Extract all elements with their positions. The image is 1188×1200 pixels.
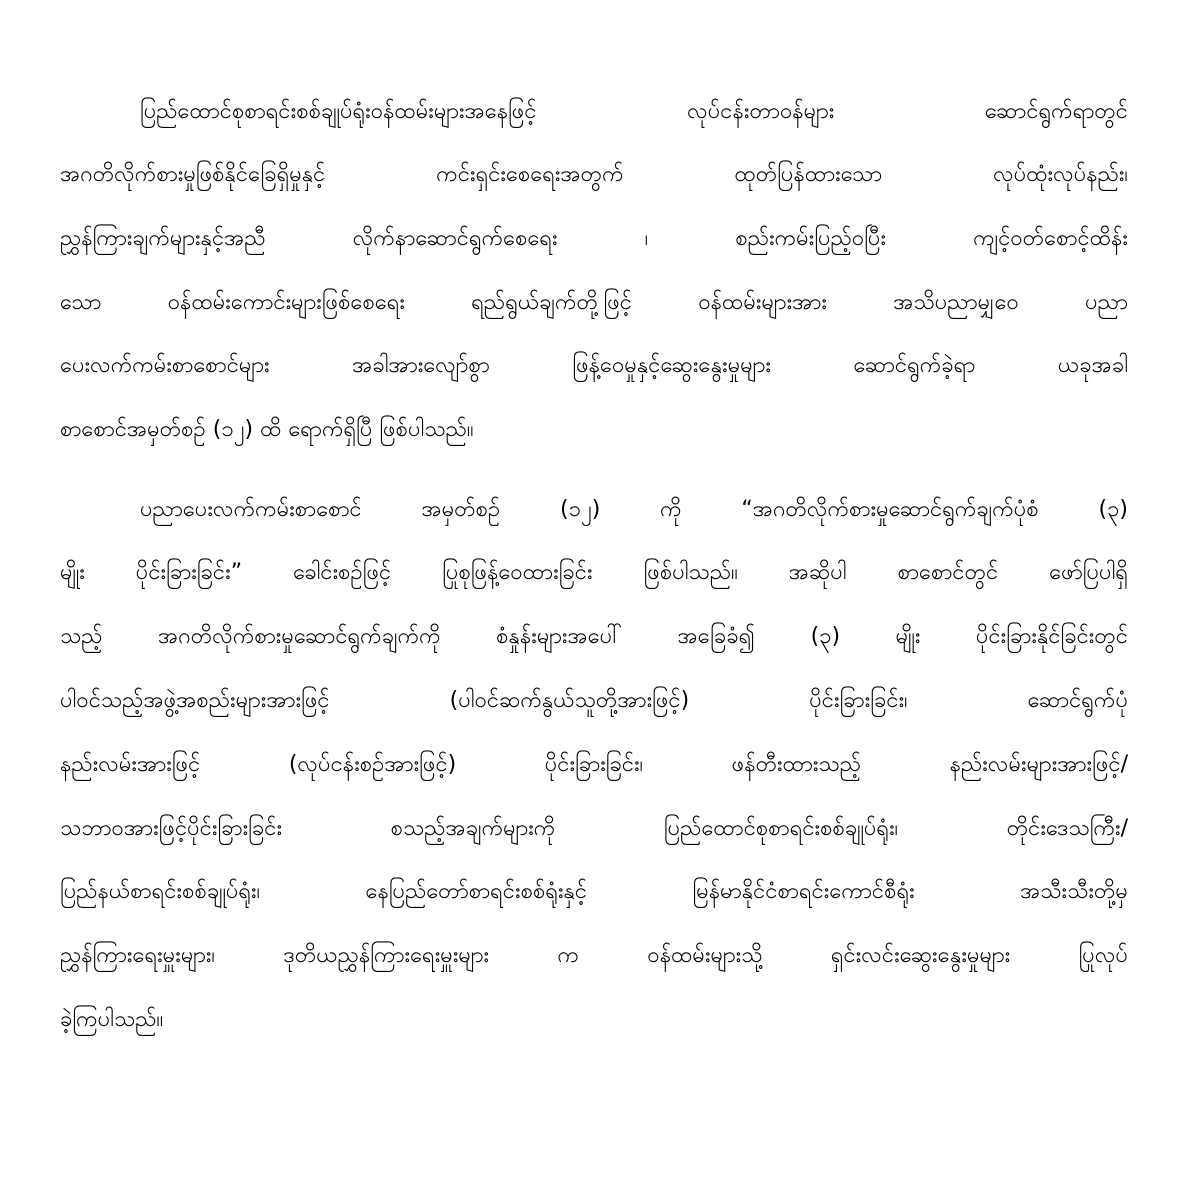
paragraph-line: ညွှန်ကြားရေးမှူးများ၊ ဒုတိယညွှန်ကြားရေးမှူးများ က ဝန်ထမ်းများသို့ ရှင်းလင်းဆွေးနွေးမှုများ ပြုလုပ် — [60, 943, 1128, 968]
paragraph-line: မျိုး ပိုင်းခြားခြင်း” ခေါင်းစဉ်ဖြင့် ပြုစုဖြန့်ဝေထားခြင်း ဖြစ်ပါသည်။ အဆိုပါ စာစောင်တွင် ဖော်ပြပါရှိ — [60, 560, 1128, 585]
paragraph-line: စာစောင်အမှတ်စဉ် (၁၂) ထိ ရောက်ရှိပြီ ဖြစ်ပါသည်။ — [60, 417, 474, 442]
paragraph-line: ပြည်နယ်စာရင်းစစ်ချုပ်ရုံး၊ နေပြည်တော်စာရင်းစစ်ရုံးနှင့် မြန်မာနိုင်ငံစာရင်းကောင်စီရုံး အသီးသီးတို့မှ — [60, 879, 1128, 904]
paragraph-line: ပေးလက်ကမ်းစာစောင်များ အခါအားလျော်စွာ ဖြန့်ဝေမှုနှင့်ဆွေးနွေးမှုများ ဆောင်ရွက်ခဲ့ရာ ယခုအခါ — [60, 353, 1128, 378]
paragraph-line: သော ဝန်ထမ်းကောင်းများဖြစ်စေရေး ရည်ရွယ်ချက်တို့ဖြင့် ဝန်ထမ်းများအား အသိပညာမျှဝေ ပညာ — [60, 290, 1128, 315]
paragraph-line: ပါဝင်သည့်အဖွဲ့အစည်းများအားဖြင့် (ပါဝင်ဆက်နွယ်သူတို့အားဖြင့်) ပိုင်းခြားခြင်း၊ ဆောင်ရွက်ပုံ — [60, 688, 1128, 713]
paragraph-line: အဂတိလိုက်စားမှုဖြစ်နိုင်ခြေရှိမှုနှင့် ကင်းရှင်းစေရေးအတွက် ထုတ်ပြန်ထားသော လုပ်ထုံးလုပ်နည်း၊ — [60, 162, 1128, 187]
paragraph-line: ညွှန်ကြားချက်များနှင့်အညီ လိုက်နာဆောင်ရွက်စေရေး ၊ စည်းကမ်းပြည့်ဝပြီး ကျင့်ဝတ်စောင့်ထိန်း — [60, 226, 1128, 251]
paragraph-line: ခဲ့ကြပါသည်။ — [60, 1007, 164, 1032]
paragraph-line: ပညာပေးလက်ကမ်းစာစောင် အမှတ်စဉ် (၁၂) ကို “အဂတိလိုက်စားမှုဆောင်ရွက်ချက်ပုံစံ (၃) — [140, 497, 1128, 522]
paragraph-line: သည့် အဂတိလိုက်စားမှုဆောင်ရွက်ချက်ကို စံနှုန်းများအပေါ် အခြေခံ၍ (၃) မျိုး ပိုင်းခြားနိုင်ခြင်းတွင် — [60, 624, 1128, 649]
paragraph-line: နည်းလမ်းအားဖြင့် (လုပ်ငန်းစဉ်အားဖြင့်) ပိုင်းခြားခြင်း၊ ဖန်တီးထားသည့် နည်းလမ်းများအားဖြင့်/ — [60, 752, 1128, 777]
paragraph-line: ပြည်ထောင်စုစာရင်းစစ်ချုပ်ရုံးဝန်ထမ်းများအနေဖြင့် လုပ်ငန်းတာဝန်များ ဆောင်ရွက်ရာတွင် — [140, 99, 1128, 124]
paragraph-line: သဘာဝအားဖြင့်ပိုင်းခြားခြင်း စသည့်အချက်များကို ပြည်ထောင်စုစာရင်းစစ်ချုပ်ရုံး၊ တိုင်းဒေသကြီး/ — [60, 816, 1128, 841]
